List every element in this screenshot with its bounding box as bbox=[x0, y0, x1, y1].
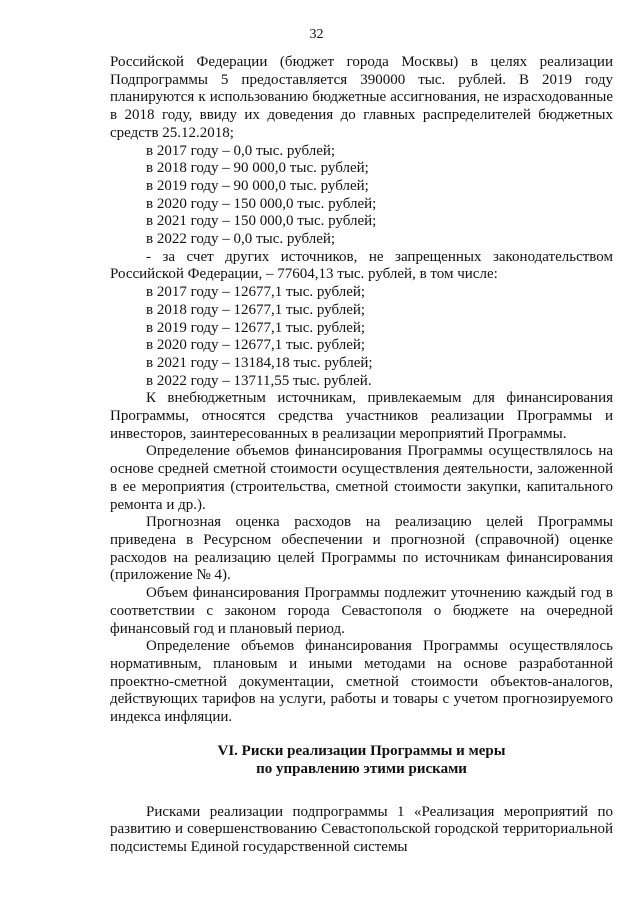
paragraph: Определение объемов финансирования Программы осуществлялось на основе средней сметной стоимости осуществления деятельности, заложенной в ее мероприятия (строительства, сметной стоимости закупки, капитального ремонта и др.). bbox=[110, 443, 613, 513]
paragraph: Определение объемов финансирования Программы осуществлялось нормативным, плановым и иными методами на основе разработанной проектно-сметной документации, сметной стоимости объектов-аналогов, действующих тарифов на услуги, работы и товары с учетом прогнозируемого индекса инфляции. bbox=[110, 638, 613, 726]
section-heading-line-2: по управлению этими рисками bbox=[256, 760, 467, 777]
list-item: в 2018 году – 12677,1 тыс. рублей; bbox=[146, 301, 366, 318]
paragraph: Российской Федерации (бюджет города Москвы) в целях реализации Подпрограммы 5 предоставляется 390000 тыс. рублей. В 2019 году планируются к использованию бюджетные ассигнования, не израсходованные в 2018 году, ввиду их доведения до главных распределителей бюджетных средств 25.12.2018; bbox=[110, 54, 613, 141]
page-number: 32 bbox=[309, 27, 324, 42]
text-blocks bbox=[110, 54, 613, 727]
section-heading-line-1: VI. Риски реализации Программы и меры bbox=[217, 742, 506, 759]
list-item: в 2020 году – 12677,1 тыс. рублей; bbox=[146, 337, 366, 354]
list-item: в 2019 году – 12677,1 тыс. рублей; bbox=[146, 319, 366, 336]
list-item: в 2022 году – 0,0 тыс. рублей; bbox=[146, 231, 336, 248]
paragraph: К внебюджетным источникам, привлекаемым для финансирования Программы, относятся средства участников реализации Программы и инвесторов, заинтересованных в реализации мероприятий Программы. bbox=[110, 390, 613, 442]
list-item: в 2021 году – 13184,18 тыс. рублей; bbox=[146, 354, 373, 371]
list-item: в 2022 году – 13711,55 тыс. рублей. bbox=[146, 372, 372, 389]
list-item: в 2018 году – 90 000,0 тыс. рублей; bbox=[146, 160, 369, 177]
list-item: в 2020 году – 150 000,0 тыс. рублей; bbox=[146, 195, 377, 212]
list-item: в 2021 году – 150 000,0 тыс. рублей; bbox=[146, 213, 377, 230]
list-item: в 2017 году – 0,0 тыс. рублей; bbox=[146, 142, 336, 159]
paragraph: Объем финансирования Программы подлежит уточнению каждый год в соответствии с законом города Севастополя о бюджете на очередной финансовый год и плановый период. bbox=[110, 585, 613, 637]
paragraph: - за счет других источников, не запрещенных законодательством Российской Федерации, – 77604,13 тыс. рублей, в том числе: bbox=[110, 248, 613, 283]
list-item: в 2019 году – 90 000,0 тыс. рублей; bbox=[146, 177, 369, 194]
risks-paragraph: Рисками реализации подпрограммы 1 «Реализация мероприятий по развитию и совершенствованию Севастопольской городской территориальной подсистемы Единой государственной системы bbox=[110, 803, 613, 856]
paragraph: Прогнозная оценка расходов на реализацию целей Программы приведена в Ресурсном обеспечении и прогнозной (справочной) оценке расходов на реализацию целей Программы по источникам финансирования (приложение № 4). bbox=[110, 514, 613, 584]
section-heading bbox=[110, 742, 613, 778]
document-body bbox=[110, 54, 613, 857]
list-item: в 2017 году – 12677,1 тыс. рублей; bbox=[146, 284, 366, 301]
